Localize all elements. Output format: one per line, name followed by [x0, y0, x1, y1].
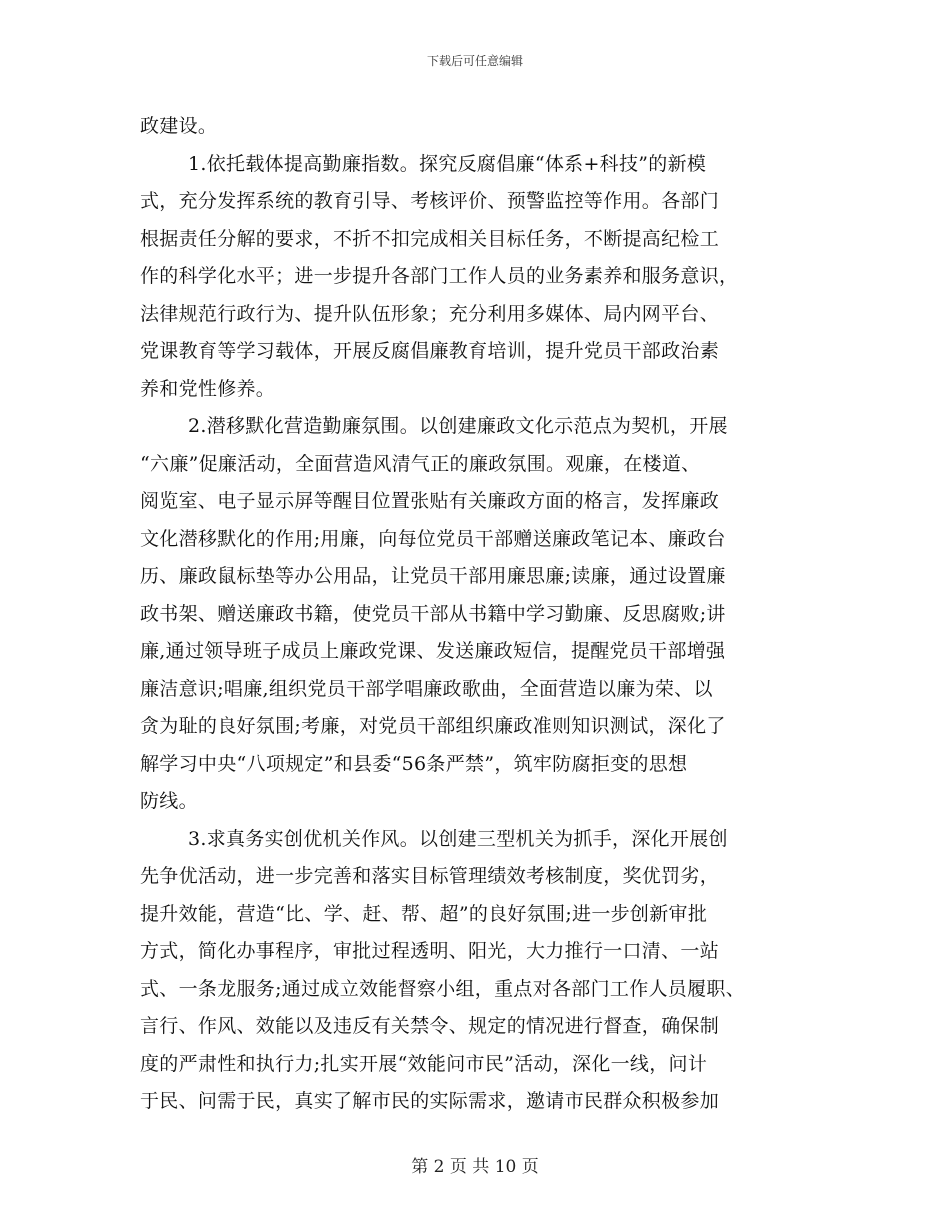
body-line: 提升效能，营造“比、学、赶、帮、超”的良好氛围;进一步创新审批 [140, 902, 708, 925]
body-line: 养和党性修养。 [140, 377, 276, 400]
body-line: 作的科学化水平；进一步提升各部门工作人员的业务素养和服务意识， [140, 265, 739, 287]
body-line: 言行、作风、效能以及违反有关禁令、规定的情况进行督查，确保制 [140, 1015, 720, 1037]
body-line: 历、廉政鼠标垫等办公用品，让党员干部用廉思廉;读廉，通过设置廉 [140, 565, 726, 587]
body-line: 式，充分发挥系统的教育引导、考核评价、预警监控等作用。各部门 [140, 190, 720, 212]
body-line: 法律规范行政行为、提升队伍形象；充分利用多媒体、局内网平台、 [140, 302, 720, 325]
body-line: 贪为耻的良好氛围;考廉，对党员干部组织廉政准则知识测试，深化了 [140, 715, 726, 737]
body-line: 廉,通过领导班子成员上廉政党课、发送廉政短信，提醒党员干部增强 [140, 640, 726, 662]
body-line: 解学习中央“八项规定”和县委“56条严禁”，筑牢防腐拒变的思想 [140, 752, 688, 775]
body-line: 党课教育等学习载体，开展反腐倡廉教育培训，提升党员干部政治素 [140, 340, 720, 362]
body-line: “六廉”促廉活动，全面营造风清气正的廉政氛围。观廉，在楼道、 [140, 452, 701, 475]
body-line: 阅览室、电子显示屏等醒目位置张贴有关廉政方面的格言，发挥廉政 [140, 490, 720, 512]
page-footer: 第 2 页 共 10 页 [411, 1157, 539, 1177]
body-line: 防线。 [140, 790, 198, 812]
body-line: 式、一条龙服务;通过成立效能督察小组，重点对各部门工作人员履职、 [140, 977, 746, 1000]
page-header: 下载后可任意编辑 [426, 54, 523, 68]
paragraph-first-line: 1.依托载体提高勤廉指数。探究反腐倡廉“体系+科技”的新模 [188, 152, 707, 175]
body-line: 度的严肃性和执行力;扎实开展“效能问市民”活动，深化一线，问计 [140, 1052, 708, 1075]
paragraph-first-line: 2.潜移默化营造勤廉氛围。以创建廉政文化示范点为契机，开展 [188, 415, 728, 437]
body-line: 方式，简化办事程序，审批过程透明、阳光，大力推行一口清、一站 [140, 940, 720, 962]
document-body [140, 108, 820, 1121]
body-line: 政建设。 [140, 115, 218, 137]
body-line: 政书架、赠送廉政书籍，使党员干部从书籍中学习勤廉、反思腐败;讲 [140, 602, 726, 625]
body-line: 廉洁意识;唱廉,组织党员干部学唱廉政歌曲，全面营造以廉为荣、以 [140, 677, 713, 700]
body-line: 于民、问需于民，真实了解市民的实际需求，邀请市民群众积极参加 [140, 1090, 720, 1112]
paragraph-first-line: 3.求真务实创优机关作风。以创建三型机关为抓手，深化开展创 [188, 827, 728, 850]
body-line: 文化潜移默化的作用;用廉，向每位党员干部赠送廉政笔记本、廉政台 [140, 527, 726, 550]
body-line: 先争优活动，进一步完善和落实目标管理绩效考核制度，奖优罚劣， [140, 865, 720, 887]
body-line: 根据责任分解的要求，不折不扣完成相关目标任务，不断提高纪检工 [140, 227, 720, 250]
